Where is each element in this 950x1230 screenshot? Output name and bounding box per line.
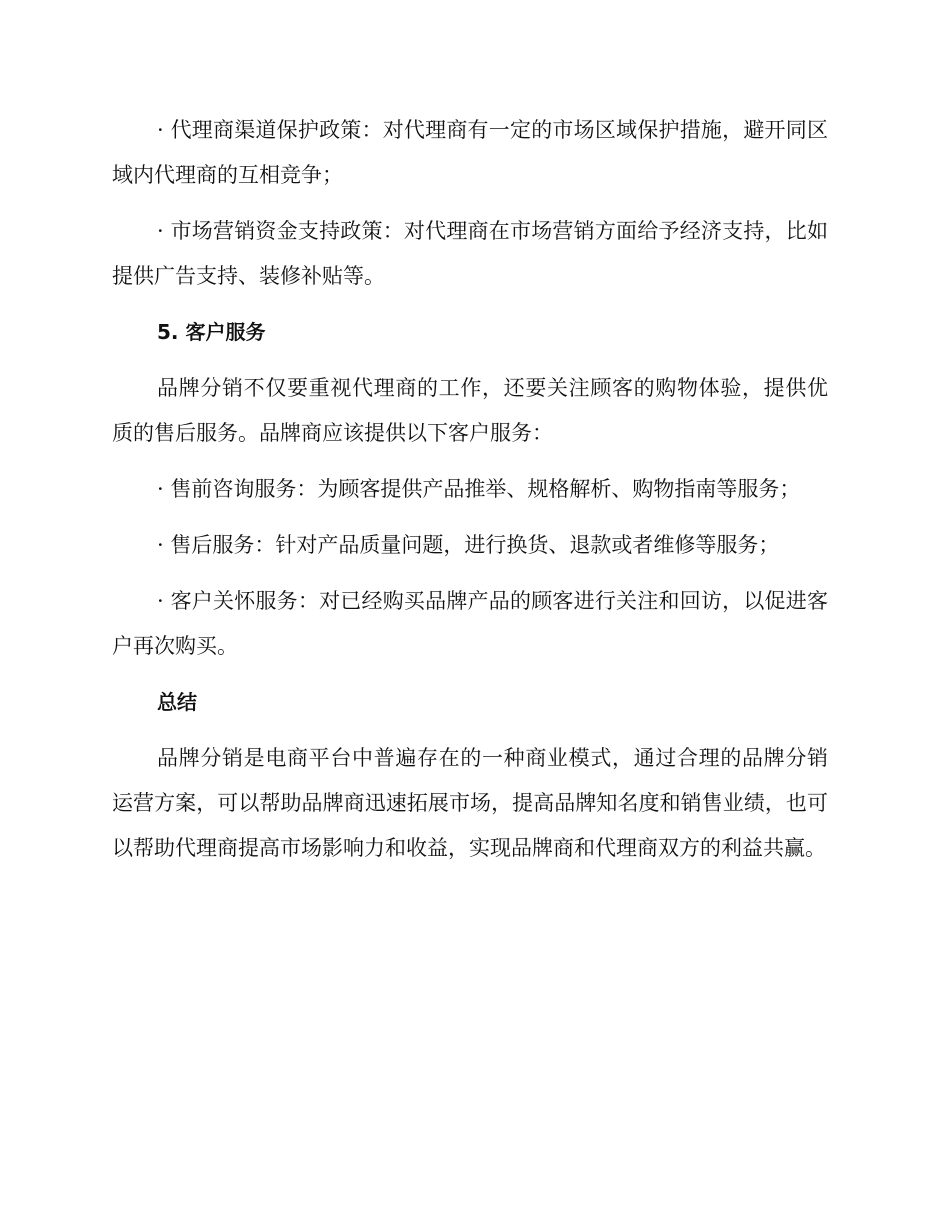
section-heading-summary: 总结 (157, 690, 197, 714)
bullet-presale-consulting: · 售前咨询服务：为顾客提供产品推举、规格解析、购物指南等服务； (157, 477, 801, 501)
bullet-marketing-support: · 市场营销资金支持政策：对代理商在市场营销方面给予经济支持，比如提供广告支持、装修补贴等。 (112, 219, 828, 288)
bullet-customer-care: · 客户关怀服务：对已经购买品牌产品的顾客进行关注和回访，以促进客户再次购买。 (112, 589, 828, 658)
bullet-channel-protection: · 代理商渠道保护政策：对代理商有一定的市场区域保护措施，避开同区域内代理商的互相竞争； (112, 118, 828, 187)
document-page (112, 108, 828, 871)
customer-service-intro: 品牌分销不仅要重视代理商的工作，还要关注顾客的购物体验，提供优质的售后服务。品牌商应该提供以下客户服务： (112, 376, 828, 445)
summary-body: 品牌分销是电商平台中普遍存在的一种商业模式，通过合理的品牌分销运营方案，可以帮助品牌商迅速拓展市场，提高品牌知名度和销售业绩，也可以帮助代理商提高市场影响力和收益，实现品牌商和代理商双方的利益共赢。 (112, 746, 828, 860)
section-heading-customer-service: 5. 客户服务 (157, 320, 266, 344)
bullet-aftersale-service: · 售后服务：针对产品质量问题，进行换货、退款或者维修等服务； (157, 533, 780, 557)
